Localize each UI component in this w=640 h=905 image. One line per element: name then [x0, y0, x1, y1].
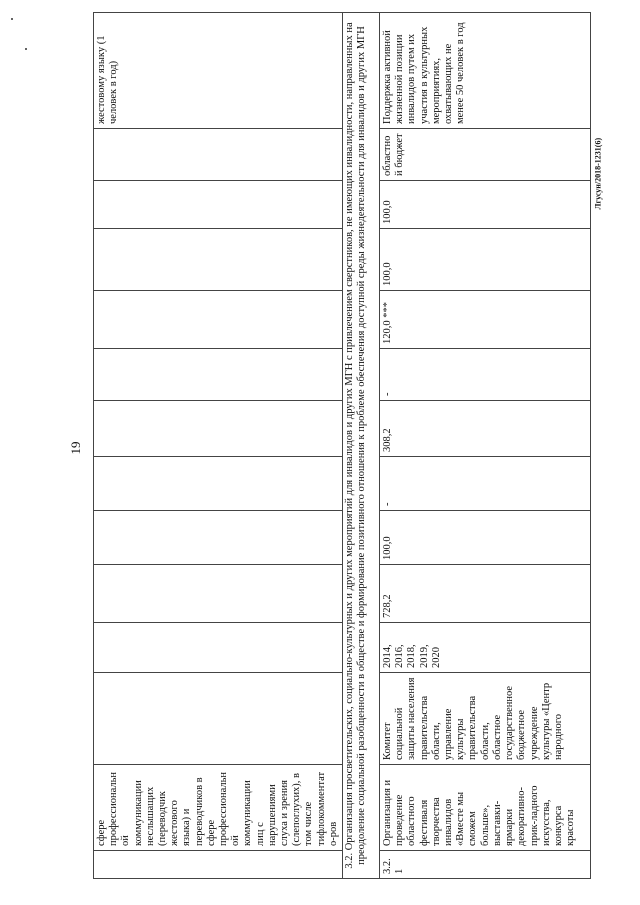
- cell-empty: [94, 457, 343, 511]
- cell-source: областной бюджет: [380, 129, 591, 181]
- cell-2020: 100,0: [380, 181, 591, 229]
- cell-event-name: Организация и проведение областного фестиваля творчества инвалидов «Вместе мы сможем больше», выставки-ярмарки декоративно-прик-ладного искусства, конкурса красоты: [380, 765, 591, 851]
- cell-empty: [94, 349, 343, 401]
- section-title: 3.2. Организация просветительских, социально-культурных и других мероприятий для инвалидов и других МГН с привлечением сверстников, не имеющих инвалидности, направленных на преодоление социальной разобщенности в обществе и формирование позитивного отношения к проблеме обеспечения доступной среды жизнедеятельности для инвалидов и других МГН: [343, 13, 380, 879]
- table-row-3-2-1: [380, 13, 591, 879]
- scan-speck: [11, 18, 13, 20]
- cell-empty: [94, 291, 343, 349]
- cell-2014: 100,0: [380, 511, 591, 565]
- cell-empty: [94, 181, 343, 229]
- document-code: Лгусун/2018-1231(6): [593, 137, 603, 210]
- cell-2017: -: [380, 349, 591, 401]
- section-header-row: [343, 13, 380, 879]
- cell-empty: [94, 623, 343, 673]
- cell-prev-result: жестовому языку (1 человек в год): [94, 13, 343, 129]
- cell-years: 2014, 2016, 2018, 2019, 2020: [380, 623, 591, 673]
- cell-number: 3.2.1: [380, 851, 591, 879]
- cell-empty: [94, 851, 343, 879]
- program-table: [93, 12, 591, 879]
- cell-empty: [94, 565, 343, 623]
- table-row-previous: [94, 13, 343, 879]
- cell-executor: Комитет социальной защиты населения правительства области, управление культуры правительства области, областное государственное бюджетное учреждение культуры «Центр народного: [380, 673, 591, 765]
- rotated-table-sheet: [93, 13, 583, 879]
- cell-empty: [94, 229, 343, 291]
- cell-2019: 100,0: [380, 229, 591, 291]
- cell-empty: [94, 401, 343, 457]
- cell-2016: 308,2: [380, 401, 591, 457]
- cell-empty: [94, 511, 343, 565]
- cell-2015: -: [380, 457, 591, 511]
- cell-total: 728,2: [380, 565, 591, 623]
- cell-empty: [94, 673, 343, 765]
- scan-speck: [25, 48, 27, 50]
- page-number: 19: [68, 441, 83, 455]
- cell-prev-name: сфере профессиональной коммуникации неслышащих (переводчик жестового языка) и переводчиков в сфере профессиональной коммуникации лиц с нарушениями слуха и зрения (слепоглухих), в том числе тифлокомментато-ров: [94, 765, 343, 851]
- cell-empty: [94, 129, 343, 181]
- cell-result: Поддержка активной жизненной позиции инвалидов путем их участия в культурных мероприятиях, охватывающих не менее 50 человек в год: [380, 13, 591, 129]
- cell-2018: 120,0 ***: [380, 291, 591, 349]
